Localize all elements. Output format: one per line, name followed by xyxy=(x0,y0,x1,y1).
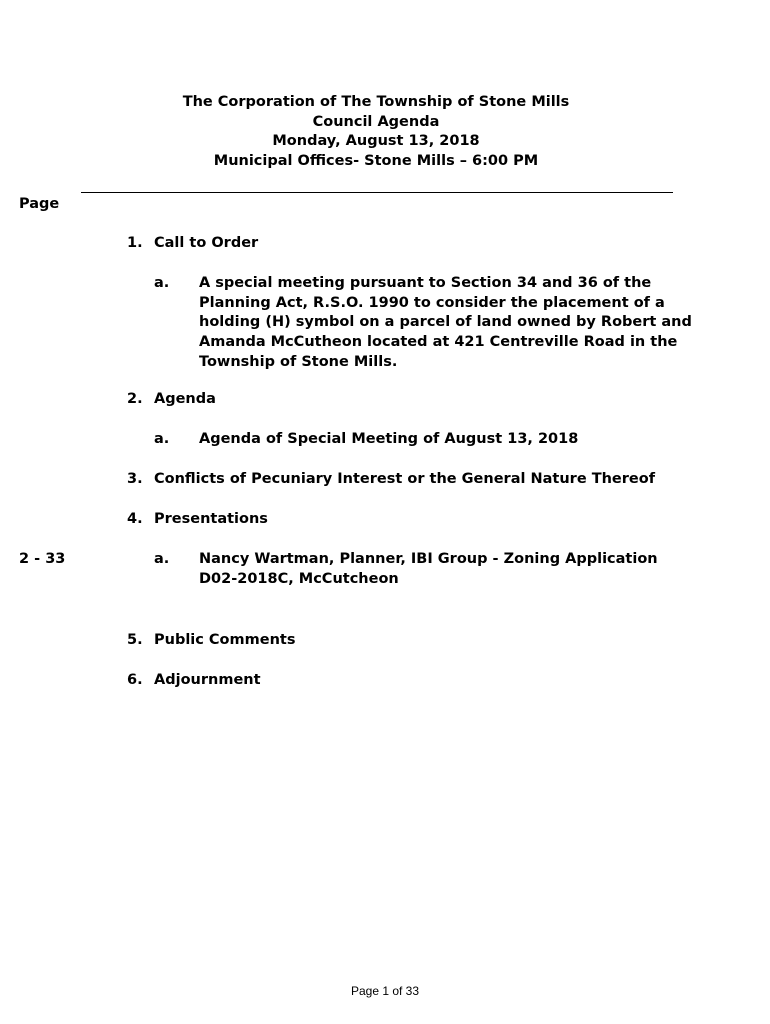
header-divider xyxy=(81,192,673,193)
item-number: 3. xyxy=(127,471,143,487)
item-title: Public Comments xyxy=(154,632,296,648)
item-title: Presentations xyxy=(154,511,268,527)
subitem-line: Agenda of Special Meeting of August 13, 2018 xyxy=(199,431,579,447)
header-date: Monday, August 13, 2018 xyxy=(272,133,480,150)
item-number: 1. xyxy=(127,235,143,251)
subitem-letter: a. xyxy=(154,551,170,567)
header-location-time: Municipal Offices- Stone Mills – 6:00 PM xyxy=(213,153,539,170)
subitem-text xyxy=(199,550,669,589)
document-header xyxy=(80,93,672,172)
page-footer: Page 1 of 33 xyxy=(350,984,420,998)
subitem-line: Nancy Wartman, Planner, IBI Group - Zoning Application xyxy=(199,551,658,567)
subitem-letter: a. xyxy=(154,431,170,447)
item-title: Agenda xyxy=(154,391,216,407)
item-number: 6. xyxy=(127,672,143,688)
subitem-line: Township of Stone Mills. xyxy=(199,353,398,370)
subitem-line: Planning Act, R.S.O. 1990 to consider the placement of a xyxy=(199,294,665,311)
header-title: Council Agenda xyxy=(312,113,440,130)
item-title: Conflicts of Pecuniary Interest or the General Nature Thereof xyxy=(154,471,656,487)
subitem-letter: a. xyxy=(154,275,170,291)
subitem-text xyxy=(199,274,692,373)
page-column-label: Page xyxy=(19,196,60,212)
item-number: 2. xyxy=(127,391,143,407)
subitem-line: Amanda McCutheon located at 421 Centreville Road in the xyxy=(199,334,678,351)
subitem-line: A special meeting pursuant to Section 34 and 36 of the xyxy=(199,275,652,291)
header-organization: The Corporation of The Township of Stone Mills xyxy=(182,94,570,110)
subitem-line: holding (H) symbol on a parcel of land owned by Robert and xyxy=(199,314,692,331)
subitem-line: D02-2018C, McCutcheon xyxy=(199,570,399,587)
subitem-text xyxy=(199,430,669,450)
item-title: Call to Order xyxy=(154,235,259,251)
item-number: 5. xyxy=(127,632,143,648)
item-number: 4. xyxy=(127,511,143,527)
item-title: Adjournment xyxy=(154,672,261,688)
page-range: 2 - 33 xyxy=(19,551,66,567)
